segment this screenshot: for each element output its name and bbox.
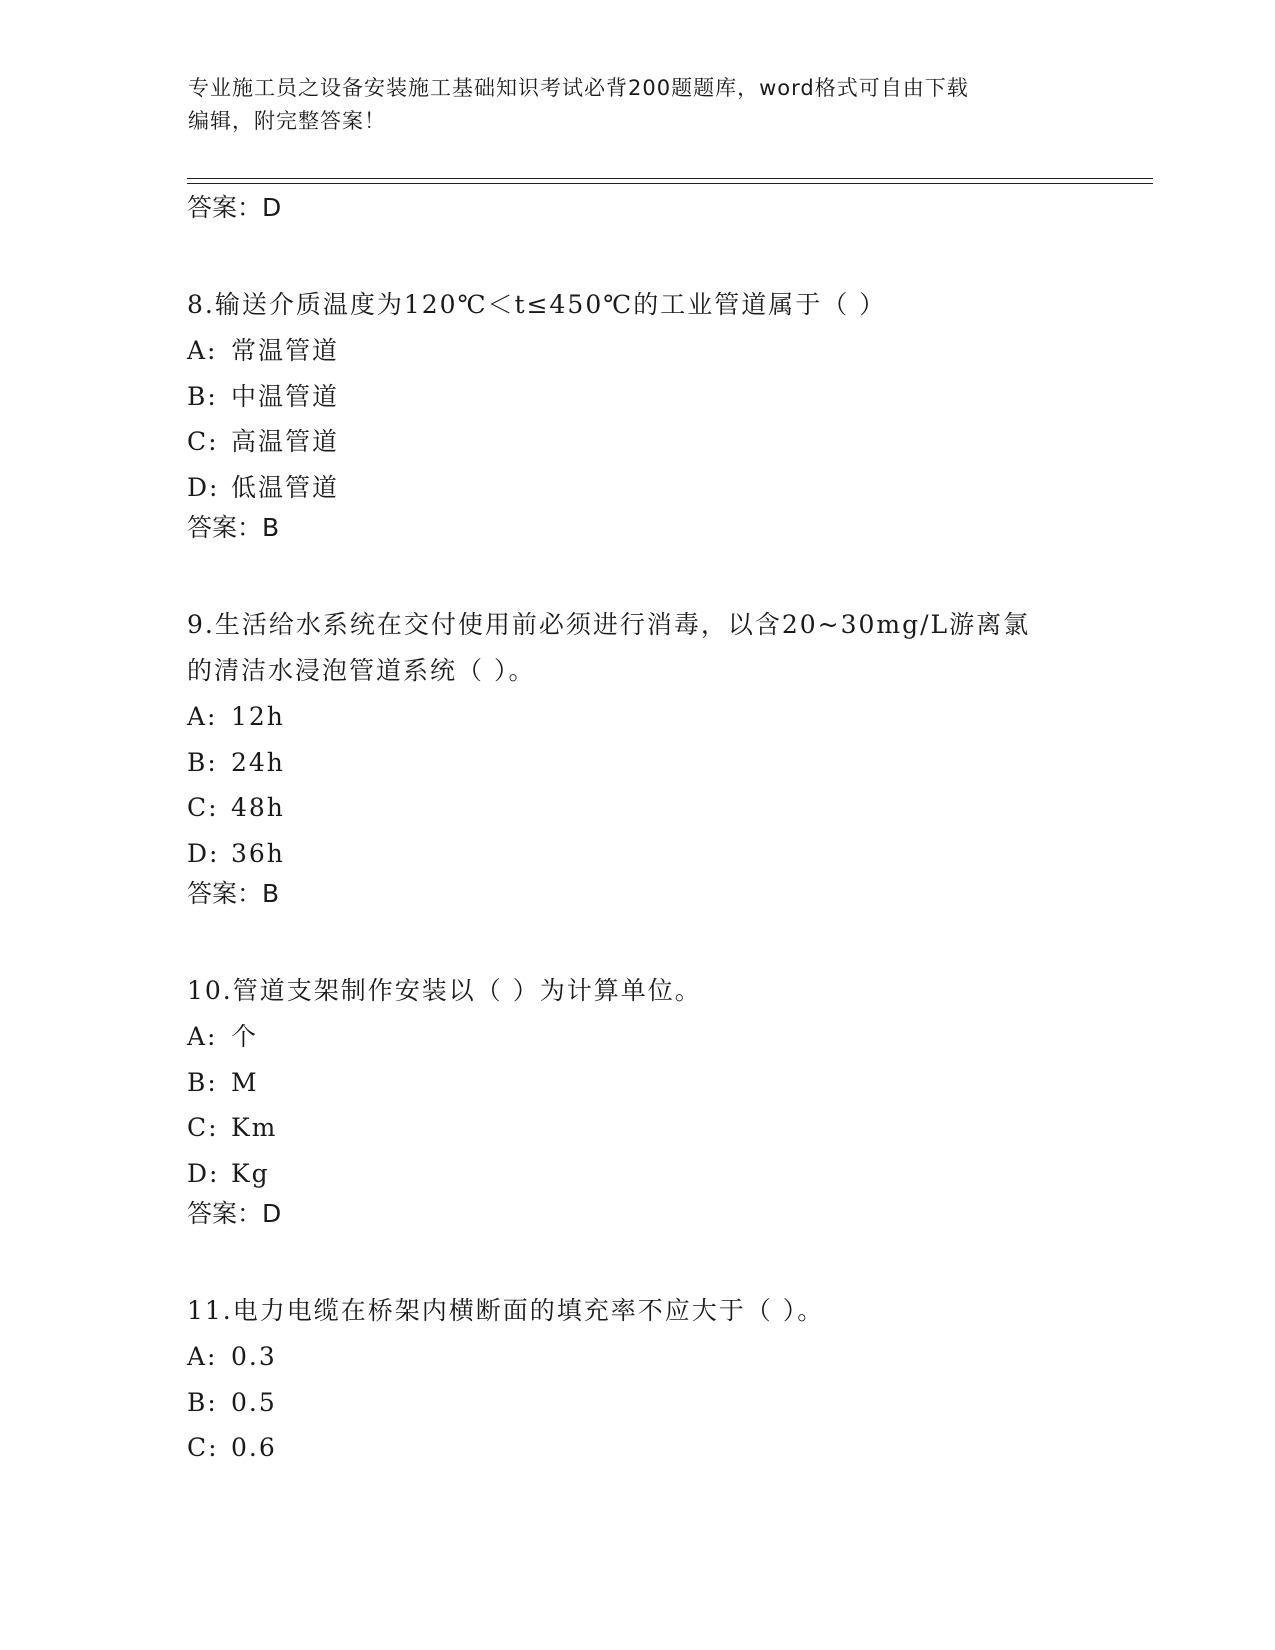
option-label: C:	[187, 1433, 219, 1462]
answer-key: 答案：D	[187, 1199, 282, 1228]
option-label: D:	[187, 838, 220, 868]
question-stem: 10.管道支架制作安装以（ ）为计算单位。	[187, 976, 702, 1005]
option-label: A:	[187, 336, 218, 365]
answer-option	[187, 328, 1087, 374]
answer-option	[187, 1014, 1087, 1060]
answer-key: 答案：B	[187, 879, 280, 908]
option-label: A:	[187, 1342, 218, 1371]
option-text: 0.5	[231, 1387, 277, 1417]
answer-option	[187, 1425, 1087, 1471]
header-line-2: 编辑，附完整答案！	[188, 109, 386, 133]
option-text: 中温管道	[231, 381, 340, 411]
answer-option	[187, 419, 1087, 465]
answer-option	[187, 465, 1087, 511]
option-text: 0.6	[231, 1433, 277, 1462]
answer-option	[187, 740, 1087, 786]
option-text: M	[231, 1067, 259, 1097]
option-label: A:	[187, 1022, 218, 1051]
answer-option	[187, 831, 1087, 877]
option-label: B:	[187, 381, 218, 411]
option-text: 低温管道	[231, 472, 340, 502]
option-text: 12h	[231, 702, 285, 731]
question-block	[187, 1288, 1087, 1471]
option-label: D:	[187, 1158, 220, 1188]
question-block	[187, 602, 1087, 912]
option-text: 24h	[231, 747, 285, 777]
question-block	[187, 282, 1087, 546]
answer-option	[187, 1380, 1087, 1426]
option-text: Km	[231, 1113, 278, 1142]
option-label: B:	[187, 1387, 218, 1417]
option-label: D:	[187, 472, 220, 502]
option-label: A:	[187, 702, 218, 731]
answer-option	[187, 1334, 1087, 1380]
header-line-1: 专业施工员之设备安装施工基础知识考试必背200题题库，word格式可自由下载	[188, 76, 969, 100]
header-divider-top	[187, 178, 1153, 179]
option-text: 48h	[231, 793, 285, 822]
option-text: 个	[231, 1022, 259, 1051]
answer-option	[187, 694, 1087, 740]
question-stem: 11.电力电缆在桥架内横断面的填充率不应大于（ ）。	[187, 1296, 825, 1325]
question-stem: 8.输送介质温度为120℃＜t≤450℃的工业管道属于（ ）	[187, 290, 887, 319]
option-text: 高温管道	[231, 427, 340, 456]
answer-option	[187, 1060, 1087, 1106]
question-stem: 的清洁水浸泡管道系统（ ）。	[187, 656, 536, 685]
option-text: Kg	[231, 1158, 270, 1188]
question-block	[187, 968, 1087, 1232]
option-label: B:	[187, 747, 218, 777]
option-label: C:	[187, 793, 219, 822]
question-list	[187, 190, 1087, 1471]
option-text: 常温管道	[231, 336, 340, 365]
answer-key: 答案：B	[187, 513, 280, 542]
answer-option	[187, 374, 1087, 420]
option-label: B:	[187, 1067, 218, 1097]
question-stem: 9.生活给水系统在交付使用前必须进行消毒，以含20~30mg/L游离氯	[187, 610, 1031, 639]
previous-answer: 答案：D	[187, 193, 282, 222]
header-divider-bottom	[187, 183, 1153, 184]
answer-option	[187, 1105, 1087, 1151]
answer-option	[187, 1151, 1087, 1197]
option-label: C:	[187, 427, 219, 456]
option-label: C:	[187, 1113, 219, 1142]
answer-option	[187, 785, 1087, 831]
document-header	[188, 72, 1088, 138]
option-text: 36h	[231, 838, 285, 868]
option-text: 0.3	[231, 1342, 277, 1371]
